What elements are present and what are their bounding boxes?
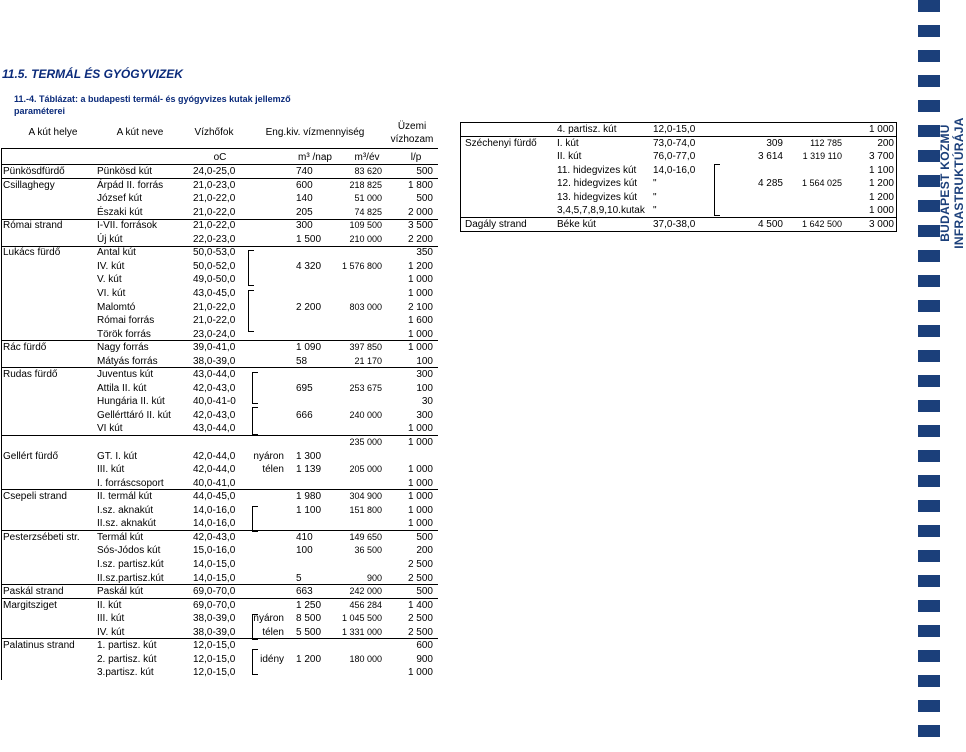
cell-name: VI kút bbox=[97, 423, 123, 435]
cell-day: 300 bbox=[296, 220, 313, 232]
cell-name: I. forráscsoport bbox=[97, 477, 164, 489]
cell-temp: 14,0-16,0 bbox=[653, 164, 696, 176]
cell-temp: 22,0-23,0 bbox=[193, 233, 236, 245]
cell-lp: 1 000 bbox=[407, 274, 433, 286]
bracket-margit bbox=[252, 614, 258, 640]
cell-lp: 350 bbox=[416, 247, 433, 259]
brand-stripe bbox=[918, 75, 940, 87]
cell-lp: 1 000 bbox=[407, 464, 433, 476]
cell-temp: 43,0-44,0 bbox=[193, 369, 236, 381]
cell-year: 900 bbox=[366, 572, 382, 583]
brand-stripe bbox=[918, 200, 940, 212]
sidebar-title-text: BUDAPEST KÖZMŰ INFRASTRUKTÚRÁJA bbox=[938, 117, 966, 249]
cell-year: 242 000 bbox=[349, 586, 382, 597]
header-place: A kút helye bbox=[28, 127, 78, 138]
cell-note: nyáron bbox=[253, 450, 284, 462]
cell-day: 410 bbox=[296, 531, 313, 543]
cell-note: télen bbox=[262, 626, 284, 638]
brand-stripe-strip bbox=[918, 0, 940, 752]
cell-day: 1 090 bbox=[296, 342, 322, 354]
cell-name: II. kút bbox=[557, 151, 582, 163]
cell-name: Új kút bbox=[97, 233, 123, 245]
brand-stripe bbox=[918, 600, 940, 612]
table-border bbox=[460, 122, 896, 123]
cell-temp: 21,0-23,0 bbox=[193, 179, 236, 191]
brand-stripe bbox=[918, 675, 940, 687]
cell-day: 4 320 bbox=[296, 260, 322, 272]
cell-year: 83 620 bbox=[354, 166, 382, 176]
cell-year: 240 000 bbox=[349, 409, 382, 420]
cell-lp: 1 000 bbox=[407, 423, 433, 435]
cell-lp: 600 bbox=[416, 640, 433, 652]
brand-stripe bbox=[918, 550, 940, 562]
cell-year: 1 576 800 bbox=[341, 260, 382, 271]
unit-year: m³/év bbox=[354, 152, 380, 163]
cell-day: 600 bbox=[296, 179, 313, 191]
cell-lp: 3 700 bbox=[868, 151, 894, 163]
cell-place: Római strand bbox=[3, 220, 63, 232]
cell-day: 1 100 bbox=[296, 504, 322, 516]
cell-temp: 40,0-41-0 bbox=[193, 396, 236, 408]
cell-temp: 24,0-25,0 bbox=[193, 166, 236, 177]
cell-day: 1 200 bbox=[296, 653, 322, 665]
cell-temp: 43,0-44,0 bbox=[193, 423, 236, 435]
cell-day: 205 bbox=[296, 206, 313, 218]
group-rule bbox=[460, 217, 896, 218]
cell-place: Pesterzsébeti str. bbox=[3, 531, 80, 543]
group-rule bbox=[2, 435, 438, 436]
cell-temp: 12,0-15,0 bbox=[193, 653, 236, 665]
group-rule bbox=[460, 231, 896, 232]
bracket-rudas-1 bbox=[252, 372, 258, 404]
cell-name: 2. partisz. kút bbox=[97, 653, 157, 665]
cell-temp: 38,0-39,0 bbox=[193, 613, 236, 625]
header-operating: Üzemi vízhozam bbox=[390, 121, 434, 145]
cell-temp: 21,0-22,0 bbox=[193, 301, 236, 313]
cell-year: 803 000 bbox=[349, 301, 382, 312]
cell-name: 13. hidegvizes kút bbox=[557, 191, 638, 203]
cell-temp: 44,0-45,0 bbox=[193, 491, 236, 503]
cell-lp: 3 500 bbox=[407, 220, 433, 232]
cell-name: Termál kút bbox=[97, 531, 144, 543]
cell-place: Széchenyi fürdő bbox=[465, 137, 537, 149]
cell-lp: 1 000 bbox=[868, 124, 894, 135]
bracket-lukacs-1 bbox=[248, 250, 254, 286]
cell-name: Attila II. kút bbox=[97, 382, 147, 394]
bracket-lukacs-2 bbox=[248, 290, 254, 332]
cell-name: IV. kút bbox=[97, 260, 125, 272]
cell-temp: " bbox=[653, 178, 657, 190]
cell-day: 2 200 bbox=[296, 301, 322, 313]
cell-lp: 1 000 bbox=[407, 504, 433, 516]
cell-day: 663 bbox=[296, 586, 313, 598]
header-rule bbox=[2, 148, 438, 149]
header-permitted: Eng.kiv. vízmennyiség bbox=[265, 127, 365, 138]
table-border bbox=[460, 122, 461, 232]
brand-stripe bbox=[918, 250, 940, 262]
cell-name: Pünkösd kút bbox=[97, 166, 153, 177]
cell-temp: 42,0-43,0 bbox=[193, 409, 236, 421]
cell-note: idény bbox=[260, 653, 284, 665]
cell-day: 309 bbox=[766, 137, 783, 149]
cell-year: 253 675 bbox=[349, 382, 382, 393]
cell-temp: 21,0-22,0 bbox=[193, 220, 236, 232]
cell-name: Malomtó bbox=[97, 301, 136, 313]
cell-lp: 200 bbox=[416, 545, 433, 557]
cell-lp: 1 400 bbox=[407, 599, 433, 611]
cell-year: 397 850 bbox=[349, 342, 382, 353]
cell-lp: 500 bbox=[416, 166, 433, 177]
group-rule bbox=[2, 598, 438, 599]
brand-stripe bbox=[918, 175, 940, 187]
bracket-palatinus bbox=[252, 649, 258, 675]
cell-name: József kút bbox=[97, 193, 143, 205]
cell-lp: 100 bbox=[416, 355, 433, 367]
bracket-csepel bbox=[252, 506, 258, 532]
cell-year: 112 785 bbox=[810, 137, 842, 148]
cell-place: Palatinus strand bbox=[3, 640, 75, 652]
cell-day: 4 285 bbox=[757, 178, 783, 190]
cell-temp: 38,0-39,0 bbox=[193, 355, 236, 367]
brand-stripe bbox=[918, 350, 940, 362]
group-rule bbox=[2, 367, 438, 368]
cell-year: 74 825 bbox=[354, 206, 382, 217]
cell-name: II. kút bbox=[97, 599, 122, 611]
cell-day: 58 bbox=[296, 355, 308, 367]
cell-year: 51 000 bbox=[354, 193, 382, 204]
cell-temp: 21,0-22,0 bbox=[193, 206, 236, 218]
cell-lp: 30 bbox=[421, 396, 433, 408]
brand-stripe bbox=[918, 125, 940, 137]
cell-name: Árpád II. forrás bbox=[97, 179, 164, 191]
header-rule bbox=[2, 164, 438, 165]
cell-name: Nagy forrás bbox=[97, 342, 149, 354]
cell-day: 1 300 bbox=[296, 450, 322, 462]
cell-lp: 1 200 bbox=[407, 260, 433, 272]
cell-name: Sós-Jódos kút bbox=[97, 545, 161, 557]
cell-temp: 42,0-44,0 bbox=[193, 450, 236, 462]
cell-place: Gellért fürdő bbox=[3, 450, 59, 462]
cell-lp: 1 800 bbox=[407, 179, 433, 191]
cell-place: Csillaghegy bbox=[3, 179, 55, 191]
cell-year: 1 564 025 bbox=[801, 178, 842, 189]
group-rule bbox=[2, 178, 438, 179]
cell-temp: 39,0-41,0 bbox=[193, 342, 236, 354]
cell-temp: 50,0-52,0 bbox=[193, 260, 236, 272]
cell-lp: 1 200 bbox=[868, 178, 894, 190]
cell-temp: " bbox=[653, 205, 657, 217]
group-rule bbox=[2, 530, 438, 531]
cell-year: 1 642 500 bbox=[801, 218, 842, 229]
cell-day: 1 250 bbox=[296, 599, 322, 611]
brand-stripe bbox=[918, 425, 940, 437]
cell-name: Juventus kút bbox=[97, 369, 154, 381]
cell-lp: 1 000 bbox=[407, 491, 433, 503]
cell-note: nyáron bbox=[253, 613, 284, 625]
cell-lp: 1 000 bbox=[407, 287, 433, 299]
cell-year: 21 170 bbox=[354, 355, 382, 366]
cell-temp: 14,0-15,0 bbox=[193, 558, 236, 570]
cell-name: Gellérttáró II. kút bbox=[97, 409, 171, 421]
cell-temp: 42,0-43,0 bbox=[193, 382, 236, 394]
cell-place: Paskál strand bbox=[3, 586, 64, 598]
cell-name: I.sz. aknakút bbox=[97, 504, 154, 516]
cell-note: télen bbox=[262, 464, 284, 476]
brand-stripe bbox=[918, 450, 940, 462]
cell-place: Rác fürdő bbox=[3, 342, 47, 354]
cell-name: Mátyás forrás bbox=[97, 355, 158, 367]
cell-lp: 1 100 bbox=[868, 164, 894, 176]
cell-place: Pünkösdfürdő bbox=[3, 166, 65, 177]
cell-temp: 21,0-22,0 bbox=[193, 193, 236, 205]
cell-day: 1 500 bbox=[296, 233, 322, 245]
cell-year: 1 045 500 bbox=[341, 613, 382, 624]
group-rule bbox=[2, 489, 438, 490]
cell-day: 4 500 bbox=[757, 218, 783, 230]
cell-name: GT. I. kút bbox=[97, 450, 138, 462]
cell-lp: 1 000 bbox=[407, 477, 433, 489]
cell-temp: 14,0-16,0 bbox=[193, 518, 236, 530]
cell-lp: 2 500 bbox=[407, 626, 433, 638]
cell-name: 3,4,5,7,8,9,10.kutak bbox=[557, 205, 645, 217]
cell-name: V. kút bbox=[97, 274, 122, 286]
table-border bbox=[1, 148, 2, 680]
cell-lp: 1 000 bbox=[407, 518, 433, 530]
cell-day: 740 bbox=[296, 166, 313, 177]
cell-year: 36 500 bbox=[354, 545, 382, 556]
cell-lp: 300 bbox=[416, 409, 433, 421]
cell-lp: 1 000 bbox=[407, 342, 433, 354]
cell-place: Rudas fürdő bbox=[3, 369, 58, 381]
cell-year: 210 000 bbox=[349, 233, 382, 244]
bracket-szechenyi bbox=[714, 164, 720, 216]
brand-stripe bbox=[918, 475, 940, 487]
unit-day: m³ /nap bbox=[298, 152, 332, 163]
cell-name: I.sz. partisz.kút bbox=[97, 558, 164, 570]
cell-temp: 50,0-53,0 bbox=[193, 247, 236, 259]
brand-stripe bbox=[918, 700, 940, 712]
cell-name: III. kút bbox=[97, 613, 125, 625]
cell-name: I-VII. források bbox=[97, 220, 158, 232]
cell-name: Béke kút bbox=[557, 218, 596, 230]
cell-day: 1 139 bbox=[296, 464, 322, 476]
cell-name: 1. partisz. kút bbox=[97, 640, 157, 652]
table-caption: 11.-4. Táblázat: a budapesti termál- és gyógyvizes kutak jellemző paraméterei bbox=[14, 94, 291, 116]
cell-place: Lukács fürdő bbox=[3, 247, 61, 259]
cell-year: 1 331 000 bbox=[341, 626, 382, 637]
cell-lp: 900 bbox=[416, 653, 433, 665]
cell-year: 151 800 bbox=[349, 504, 382, 515]
brand-stripe bbox=[918, 575, 940, 587]
cell-lp: 2 200 bbox=[407, 233, 433, 245]
cell-place: Csepeli strand bbox=[3, 491, 67, 503]
cell-name: 3.partisz. kút bbox=[97, 667, 154, 679]
cell-lp: 1 000 bbox=[407, 437, 433, 448]
brand-stripe bbox=[918, 275, 940, 287]
cell-temp: 12,0-15,0 bbox=[653, 124, 696, 135]
cell-name: 11. hidegvizes kút bbox=[557, 164, 637, 176]
brand-stripe bbox=[918, 225, 940, 237]
brand-stripe bbox=[918, 500, 940, 512]
cell-temp: 73,0-74,0 bbox=[653, 137, 696, 149]
cell-day: 5 bbox=[296, 572, 302, 584]
cell-lp: 2 500 bbox=[407, 558, 433, 570]
table-border bbox=[896, 122, 897, 232]
cell-day: 100 bbox=[296, 545, 313, 557]
cell-place: Margitsziget bbox=[3, 599, 57, 611]
cell-day: 8 500 bbox=[296, 613, 322, 625]
cell-temp: 12,0-15,0 bbox=[193, 667, 236, 679]
cell-name: VI. kút bbox=[97, 287, 126, 299]
cell-lp: 100 bbox=[416, 382, 433, 394]
cell-name: II.sz.partisz.kút bbox=[97, 572, 164, 584]
cell-name: 12. hidegvizes kút bbox=[557, 178, 638, 190]
cell-lp: 2 500 bbox=[407, 572, 433, 584]
section-heading: 11.5. TERMÁL ÉS GYÓGYVIZEK bbox=[2, 67, 183, 81]
group-rule bbox=[2, 584, 438, 585]
brand-stripe bbox=[918, 25, 940, 37]
cell-year: 1 319 110 bbox=[802, 151, 842, 162]
group-rule bbox=[2, 246, 438, 247]
cell-temp: 40,0-41,0 bbox=[193, 477, 236, 489]
brand-stripe bbox=[918, 150, 940, 162]
cell-temp: 23,0-24,0 bbox=[193, 328, 236, 340]
cell-temp: 42,0-44,0 bbox=[193, 464, 236, 476]
cell-place: Dagály strand bbox=[465, 218, 527, 230]
bracket-rudas-2 bbox=[252, 407, 258, 435]
cell-lp: 1 200 bbox=[868, 191, 894, 203]
cell-day: 5 500 bbox=[296, 626, 322, 638]
unit-lp: l/p bbox=[410, 152, 422, 163]
cell-lp: 1 000 bbox=[407, 667, 433, 679]
cell-name: 4. partisz. kút bbox=[557, 124, 617, 135]
cell-year: 109 500 bbox=[349, 220, 382, 231]
cell-lp: 200 bbox=[877, 137, 894, 149]
brand-stripe bbox=[918, 50, 940, 62]
cell-lp: 300 bbox=[416, 369, 433, 381]
cell-temp: 49,0-50,0 bbox=[193, 274, 236, 286]
cell-lp: 2 100 bbox=[407, 301, 433, 313]
cell-day: 695 bbox=[296, 382, 313, 394]
cell-year: 149 650 bbox=[349, 531, 382, 542]
cell-name: III. kút bbox=[97, 464, 125, 476]
cell-lp: 3 000 bbox=[868, 218, 894, 230]
cell-temp: 12,0-15,0 bbox=[193, 640, 236, 652]
cell-year: 304 900 bbox=[349, 491, 382, 502]
cell-temp: 15,0-16,0 bbox=[193, 545, 236, 557]
cell-year: 205 000 bbox=[349, 464, 382, 475]
cell-temp: 76,0-77,0 bbox=[653, 151, 696, 163]
unit-temp: oC bbox=[213, 152, 227, 163]
cell-name: II. termál kút bbox=[97, 491, 153, 503]
cell-lp: 1 000 bbox=[407, 328, 433, 340]
header-temp: Vízhőfok bbox=[194, 127, 234, 138]
cell-lp: 500 bbox=[416, 531, 433, 543]
group-rule bbox=[2, 340, 438, 341]
brand-stripe bbox=[918, 400, 940, 412]
cell-lp: 2 500 bbox=[407, 613, 433, 625]
cell-name: Török forrás bbox=[97, 328, 151, 340]
cell-temp: 42,0-43,0 bbox=[193, 531, 236, 543]
cell-temp: " bbox=[653, 191, 657, 203]
brand-stripe bbox=[918, 525, 940, 537]
group-rule bbox=[2, 638, 438, 639]
brand-stripe bbox=[918, 625, 940, 637]
cell-lp: 500 bbox=[416, 193, 433, 205]
cell-name: II.sz. aknakút bbox=[97, 518, 156, 530]
cell-temp: 69,0-70,0 bbox=[193, 586, 236, 598]
cell-temp: 14,0-16,0 bbox=[193, 504, 236, 516]
cell-name: I. kút bbox=[557, 137, 579, 149]
cell-name: Hungária II. kút bbox=[97, 396, 165, 408]
group-rule bbox=[2, 219, 438, 220]
cell-temp: 21,0-22,0 bbox=[193, 315, 236, 327]
cell-lp: 1 000 bbox=[868, 205, 894, 217]
cell-name: Antal kút bbox=[97, 247, 136, 259]
cell-temp: 69,0-70,0 bbox=[193, 599, 236, 611]
cell-day: 666 bbox=[296, 409, 313, 421]
cell-year: 456 284 bbox=[349, 599, 382, 610]
cell-temp: 43,0-45,0 bbox=[193, 287, 236, 299]
cell-day: 3 614 bbox=[757, 151, 783, 163]
cell-year: 218 825 bbox=[349, 179, 382, 190]
cell-day: 1 980 bbox=[296, 491, 322, 503]
cell-day: 140 bbox=[296, 193, 313, 205]
cell-name: Északi kút bbox=[97, 206, 143, 218]
cell-name: Római forrás bbox=[97, 315, 155, 327]
cell-temp: 38,0-39,0 bbox=[193, 626, 236, 638]
cell-year: 235 000 bbox=[349, 437, 382, 447]
sidebar-title bbox=[938, 55, 966, 295]
cell-year: 180 000 bbox=[349, 653, 382, 664]
cell-temp: 37,0-38,0 bbox=[653, 218, 696, 230]
brand-stripe bbox=[918, 100, 940, 112]
cell-lp: 500 bbox=[416, 586, 433, 598]
brand-stripe bbox=[918, 300, 940, 312]
brand-stripe bbox=[918, 650, 940, 662]
brand-stripe bbox=[918, 0, 940, 12]
cell-temp: 14,0-15,0 bbox=[193, 572, 236, 584]
cell-lp: 2 000 bbox=[407, 206, 433, 218]
cell-name: IV. kút bbox=[97, 626, 125, 638]
cell-lp: 1 600 bbox=[407, 315, 433, 327]
header-name: A kút neve bbox=[116, 127, 164, 138]
brand-stripe bbox=[918, 325, 940, 337]
brand-stripe bbox=[918, 725, 940, 737]
brand-stripe bbox=[918, 375, 940, 387]
cell-name: Paskál kút bbox=[97, 586, 144, 598]
group-rule bbox=[460, 136, 896, 137]
